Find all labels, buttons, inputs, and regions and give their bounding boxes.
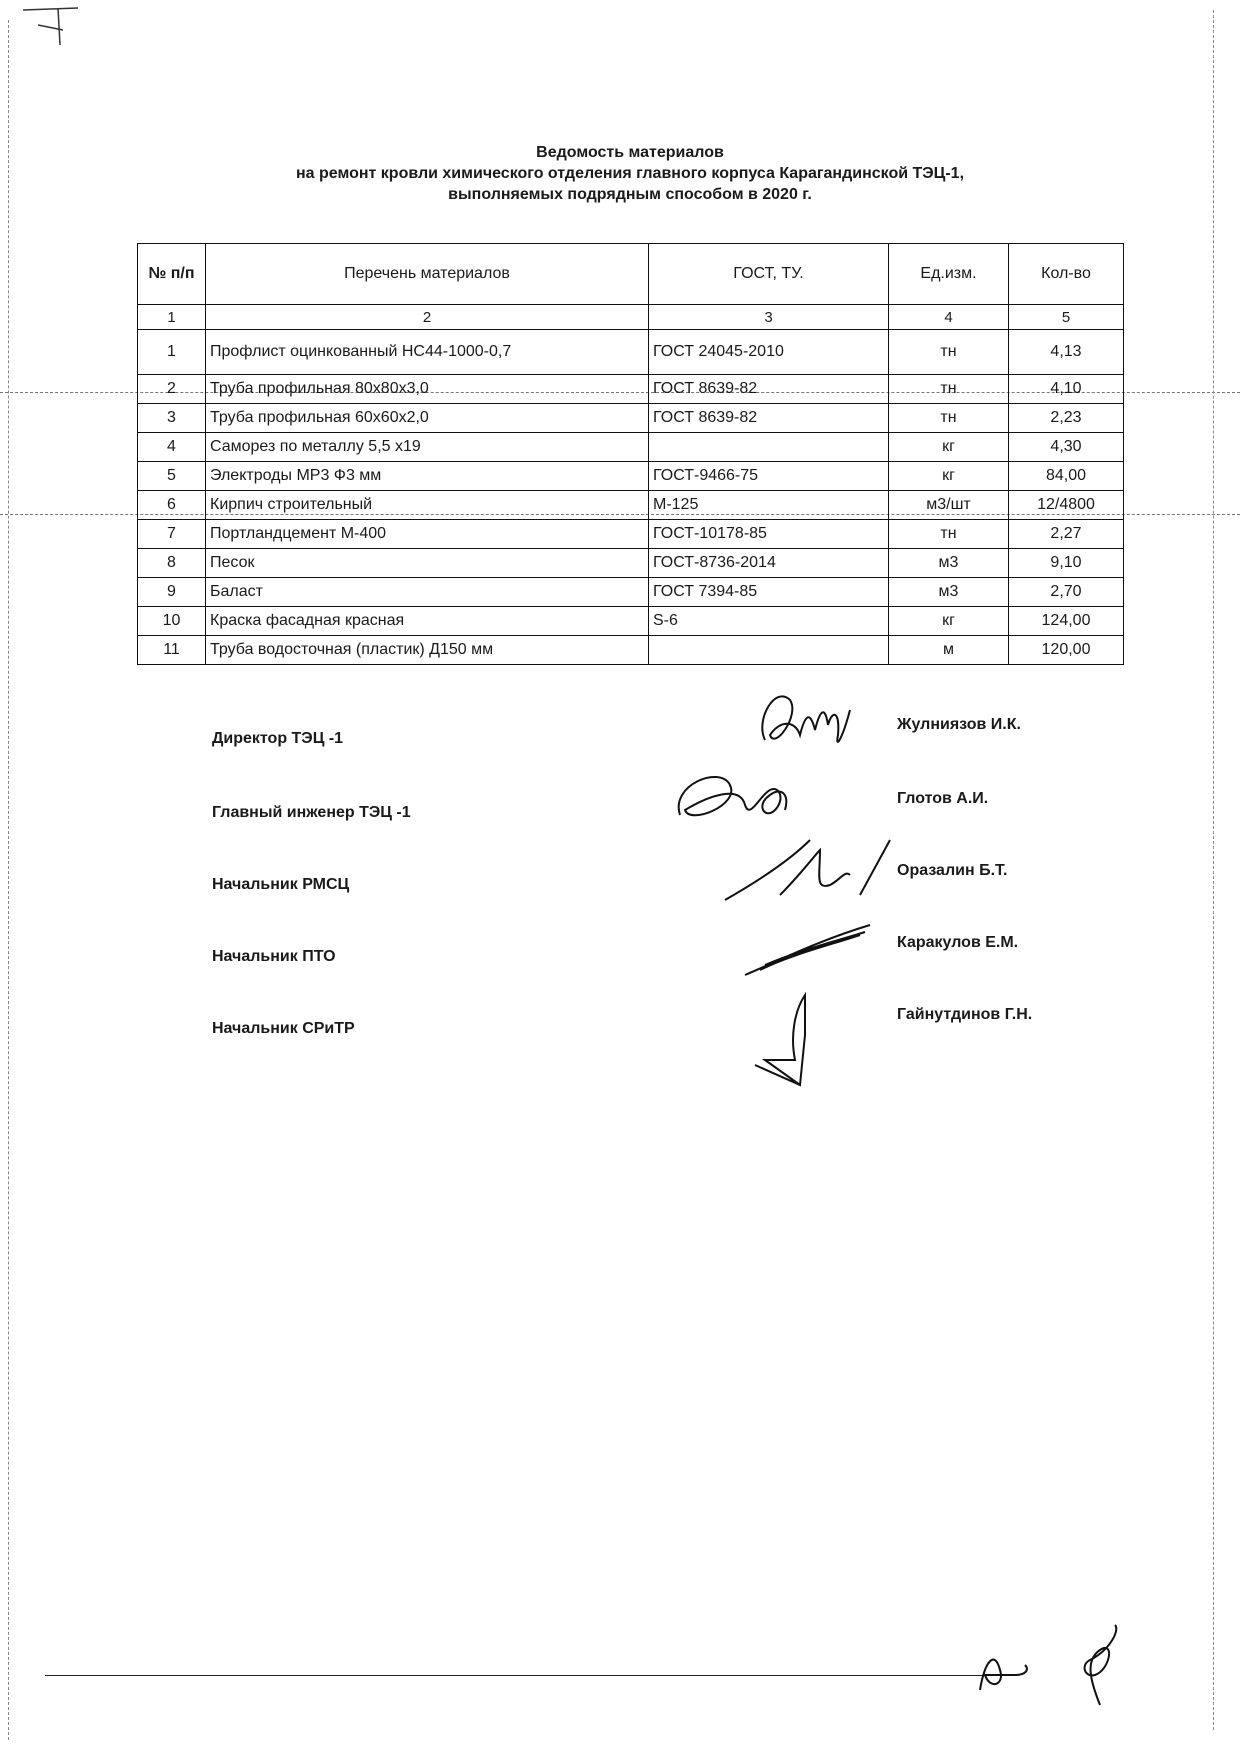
unit-cell: кг: [889, 607, 1009, 636]
signature-row: [0, 716, 1240, 756]
table-row: [138, 404, 1124, 433]
material-name: Труба профильная 80х80х3,0: [206, 375, 649, 404]
signatory-position: Начальник РМСЦ: [212, 876, 350, 893]
signatory-name: Глотов А.И.: [897, 790, 989, 807]
unit-cell: м3: [889, 578, 1009, 607]
quantity-cell: 2,27: [1009, 520, 1124, 549]
material-name: Электроды МР3 Ф3 мм: [206, 462, 649, 491]
material-name: Кирпич строительный: [206, 491, 649, 520]
initials-signature: [970, 1630, 1040, 1700]
material-name: Краска фасадная красная: [206, 607, 649, 636]
signature-row: [0, 934, 1240, 974]
standard-cell: ГОСТ 24045-2010: [649, 330, 889, 375]
column-index: 2: [206, 305, 649, 330]
signature-row: [0, 790, 1240, 830]
column-index: 1: [138, 305, 206, 330]
document-subtitle-2: выполняемых подрядным способом в 2020 г.: [448, 186, 812, 203]
quantity-cell: 120,00: [1009, 636, 1124, 665]
standard-cell: [649, 636, 889, 665]
table-row: [138, 607, 1124, 636]
standard-cell: ГОСТ-8736-2014: [649, 549, 889, 578]
table-row: [138, 433, 1124, 462]
row-number: 5: [138, 462, 206, 491]
signatory-position: Главный инженер ТЭЦ -1: [212, 804, 411, 821]
table-row: [138, 375, 1124, 404]
initials-signature: [1070, 1620, 1130, 1710]
material-name: Профлист оцинкованный НС44-1000-0,7: [206, 330, 649, 375]
material-name: Песок: [206, 549, 649, 578]
row-number: 9: [138, 578, 206, 607]
column-index: 3: [649, 305, 889, 330]
unit-cell: тн: [889, 375, 1009, 404]
quantity-cell: 124,00: [1009, 607, 1124, 636]
row-number: 1: [138, 330, 206, 375]
standard-cell: ГОСТ 7394-85: [649, 578, 889, 607]
table-header-row: [138, 244, 1124, 305]
row-number: 2: [138, 375, 206, 404]
table-row: [138, 520, 1124, 549]
column-header: Перечень материалов: [206, 244, 649, 305]
document-title: Ведомость материалов: [536, 144, 724, 161]
table-row: [138, 636, 1124, 665]
quantity-cell: 2,23: [1009, 404, 1124, 433]
column-index: 5: [1009, 305, 1124, 330]
bottom-rule: [45, 1675, 1000, 1676]
material-name: Труба водосточная (пластик) Д150 мм: [206, 636, 649, 665]
table-row: [138, 491, 1124, 520]
quantity-cell: 84,00: [1009, 462, 1124, 491]
unit-cell: м: [889, 636, 1009, 665]
standard-cell: ГОСТ 8639-82: [649, 375, 889, 404]
column-header: Кол-во: [1009, 244, 1124, 305]
row-number: 11: [138, 636, 206, 665]
quantity-cell: 2,70: [1009, 578, 1124, 607]
standard-cell: [649, 433, 889, 462]
unit-cell: тн: [889, 330, 1009, 375]
document-subtitle: на ремонт кровли химического отделения главного корпуса Карагандинской ТЭЦ-1,: [295, 165, 965, 182]
signature-sritr: [745, 990, 825, 1090]
unit-cell: тн: [889, 520, 1009, 549]
material-name: Портландцемент М-400: [206, 520, 649, 549]
unit-cell: кг: [889, 433, 1009, 462]
signature-director: [750, 680, 860, 760]
standard-cell: ГОСТ-9466-75: [649, 462, 889, 491]
column-index-row: [138, 305, 1124, 330]
signature-row: [0, 1006, 1240, 1046]
column-header: Ед.изм.: [889, 244, 1009, 305]
standard-cell: ГОСТ-10178-85: [649, 520, 889, 549]
row-number: 4: [138, 433, 206, 462]
quantity-cell: 4,13: [1009, 330, 1124, 375]
table-row: [138, 330, 1124, 375]
table-row: [138, 578, 1124, 607]
quantity-cell: 9,10: [1009, 549, 1124, 578]
column-header: ГОСТ, ТУ.: [649, 244, 889, 305]
unit-cell: м3/шт: [889, 491, 1009, 520]
row-number: 6: [138, 491, 206, 520]
signatory-name: Жулниязов И.К.: [897, 716, 1021, 733]
signature-pto: [740, 920, 880, 980]
column-header: № п/п: [138, 244, 206, 305]
materials-table: [137, 243, 1124, 665]
signature-chief-engineer: [670, 765, 820, 835]
material-name: Саморез по металлу 5,5 х19: [206, 433, 649, 462]
material-name: Баласт: [206, 578, 649, 607]
row-number: 7: [138, 520, 206, 549]
corner-scan-mark: [18, 0, 88, 70]
signatory-position: Директор ТЭЦ -1: [212, 730, 344, 747]
quantity-cell: 4,10: [1009, 375, 1124, 404]
unit-cell: тн: [889, 404, 1009, 433]
signatory-name: Гайнутдинов Г.Н.: [897, 1006, 1033, 1023]
standard-cell: S-6: [649, 607, 889, 636]
unit-cell: м3: [889, 549, 1009, 578]
row-number: 8: [138, 549, 206, 578]
unit-cell: кг: [889, 462, 1009, 491]
standard-cell: М-125: [649, 491, 889, 520]
standard-cell: ГОСТ 8639-82: [649, 404, 889, 433]
signature-rmsc: [720, 830, 900, 910]
quantity-cell: 12/4800: [1009, 491, 1124, 520]
material-name: Труба профильная 60х60х2,0: [206, 404, 649, 433]
row-number: 3: [138, 404, 206, 433]
signatory-name: Каракулов Е.М.: [897, 934, 1019, 951]
signatory-position: Начальник СРиТР: [212, 1020, 355, 1037]
table-row: [138, 462, 1124, 491]
quantity-cell: 4,30: [1009, 433, 1124, 462]
table-row: [138, 549, 1124, 578]
signatory-name: Оразалин Б.Т.: [897, 862, 1008, 879]
document-header: [140, 142, 1120, 205]
signatory-position: Начальник ПТО: [212, 948, 336, 965]
signature-row: [0, 862, 1240, 902]
row-number: 10: [138, 607, 206, 636]
column-index: 4: [889, 305, 1009, 330]
